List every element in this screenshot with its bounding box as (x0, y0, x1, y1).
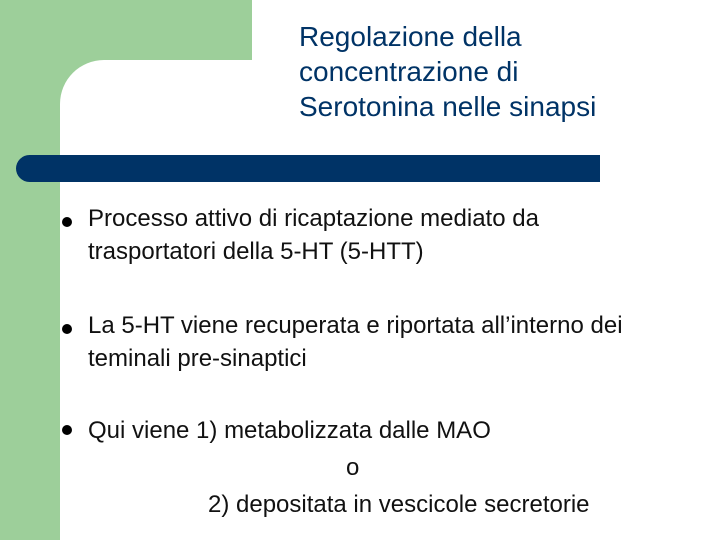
bullet-text (88, 309, 623, 375)
bullet-dot-icon (62, 425, 72, 435)
bullet-line: La 5-HT viene recuperata e riportata all’interno dei (88, 312, 623, 339)
bullet-line: Processo attivo di ricaptazione mediato da (88, 205, 539, 232)
bullet-dot-icon (62, 324, 72, 334)
bullet-text (88, 412, 590, 523)
bullet-line: o (346, 454, 360, 481)
bullet-line: trasportatori della 5-HT (5-HTT) (88, 238, 424, 265)
bullet-dot-icon (62, 217, 72, 227)
bullet-line: Qui viene 1) metabolizzata dalle MAO (88, 417, 491, 444)
bullet-line: teminali pre-sinaptici (88, 345, 307, 372)
title-line: concentrazione di (299, 56, 519, 87)
title-line: Regolazione della (299, 21, 522, 52)
title-line: Serotonina nelle sinapsi (299, 91, 597, 122)
bullet-text (88, 202, 539, 268)
bullet-line: 2) depositata in vescicole secretorie (208, 491, 590, 518)
